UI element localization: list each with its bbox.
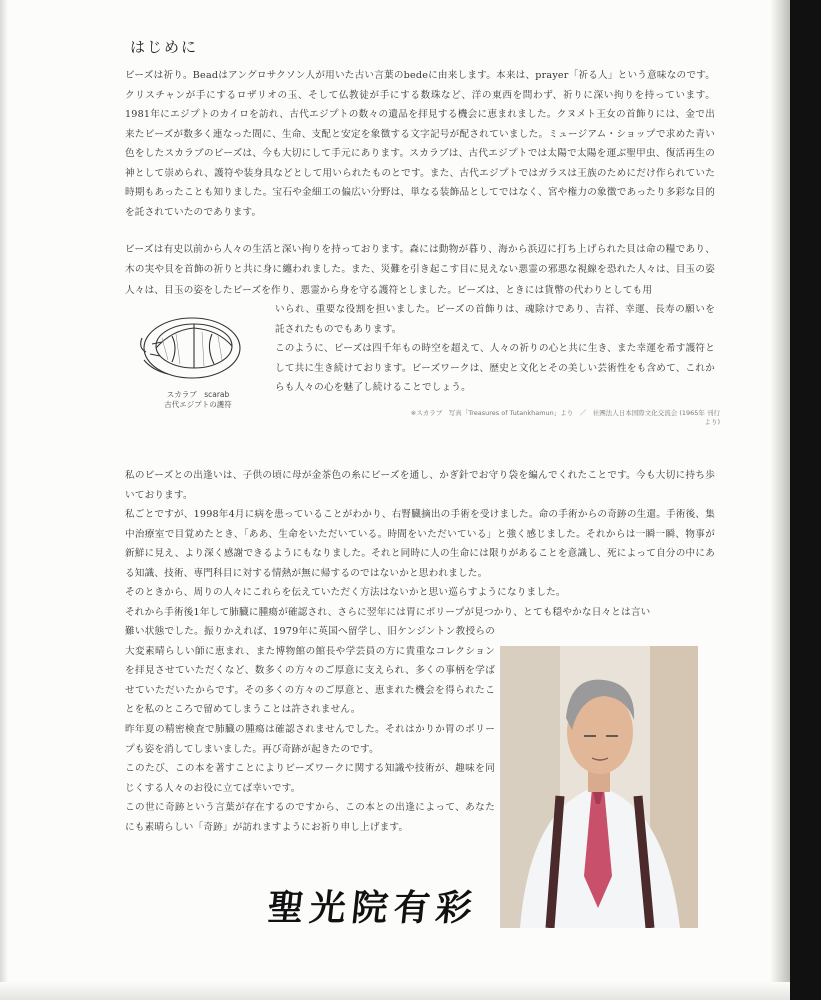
bead-legacy-paragraph: このように、ビーズは四千年もの時空を超えて、人々の祈りの心と共に生き、また幸運を希す護符として共に生き続けております。ビーズワークは、歴史と文化とその美しい芸術性をも含めて、これからも人々の心を魅了し続けることでしょう。 — [275, 343, 715, 393]
history-paragraph-continued: いられ、重要な役割を担いました。ビーズの首飾りは、魂除けであり、吉祥、幸運、長寿の願いを託されたものでもあります。 — [275, 304, 715, 335]
intro-paragraph: ビーズは祈り。Beadはアングロサクソン人が用いた古い言葉のbedeに由来します。本来は、prayer「祈る人」という意味なのです。クリスチャンが手にするロザリオの玉、そして仏教徒が手にする数珠など、洋の東西を問わず、祈りに深い拘りを持っています。1981年にエジプトのカイロを訪れ、古代エジプトの数々の遺品を拝見する機会に恵まれました。クヌメト王女の首飾りには、金で出来たビーズが数多く連なった間に、生命、支配と安定を象徴する文字記号が配されていました。ミュージアム・ショップで求めた青い色をしたスカラブのビーズは、今も大切にして手元にあります。スカラブは、古代エジプトでは太陽で太陽を運ぶ聖甲虫、復活再生の神として崇められ、護符や装身具などとして用いられたものとです。また、古代エジプトではガラスは王族のためにだけ作られていた時期もあったことも知りました。宝石や金細工の偏広い分野は、単なる装飾品としてではなく、宮や権力の象徴であったり多彩な目的を託されていたのであります。 — [125, 70, 715, 218]
surgery-paragraph-line: それから手術後1年して肺臓に腫瘍が確認され、さらに翌年には胃にポリープが見つかり、とても穏やかな日々とは言い — [125, 607, 651, 618]
resolution-paragraph: そのときから、周りの人々にこれらを伝えていただく方法はないかと思い巡らすようになりました。 — [125, 587, 566, 598]
personal-paragraph: 私のビーズとの出逢いは、子供の頃に母が金茶色の糸にビーズを通し、かぎ針でお守り袋を編んでくれたことです。今も大切に持ち歩いております。 — [125, 470, 715, 501]
history-paragraph: ビーズは有史以前から人々の生活と深い拘りを持っております。森には動物が暮り、海から浜辺に打ち上げられた貝は命の糧であり、木の実や貝を首飾の祈りと共に身に纏われました。また、災難を引き起こす目に見えない悪霊の邪悪な視線を恐れた人々は、目玉の姿 — [125, 244, 715, 275]
recovery-paragraph: 昨年夏の精密検査で肺臓の腫瘍は確認されませんでした。それはかりか胃のポリープも姿を消してしまいました。再び奇跡が起きたのです。 — [125, 724, 495, 755]
page-heading: はじめに — [130, 38, 199, 56]
gratitude-paragraph: 難い状態でした。振りかえれば、1979年に英国へ留学し、旧ケンジントン教授らの大変素晴らしい師に恵まれ、また博物館の館長や学芸員の方に貴重なコレクションを拝見させていただくなど、数多くの方々のご厚意に支えられ、多くの事柄を学ばせていただいたからです。その多くの方々のご厚意と、恵まれた機会を得られたことを私のところで留めてしまうことは許されません。 — [125, 626, 495, 715]
photo-credit: ※スカラブ 写真「Treasures of Tutankhamun」より ／ 社團法人日本国際文化交流会 (1965年 刊行より) — [410, 409, 720, 426]
caption-line-1: スカラブ scarab — [166, 390, 230, 399]
closing-paragraph: この世に奇跡という言葉が存在するのですから、この本との出逢によって、あなたにも素晴らしい「奇跡」が訪れますようにお祈り申し上げます。 — [125, 802, 495, 833]
author-photo — [500, 646, 698, 928]
binding-edge — [0, 0, 8, 1000]
scarab-illustration — [132, 308, 244, 388]
illness-paragraph: 私ごとですが、1998年4月に病を患っていることがわかり、右腎臓摘出の手術を受けました。命の手術からの奇跡の生還。手術後、集中治療室で目覚めたとき、「ああ、生命をいただいている。時間をいただいている」と強く感じました。それからは一瞬一瞬、物事が新鮮に見え、より深く感謝できるようにもなりました。それと同時に人の生命には限りがあることを意識し、死によって自分の中にある知識、技術、専門科目に対する情熱が無に帰するのではないかと思われました。 — [125, 509, 715, 579]
caption-line-2: 古代エジプトの護符 — [164, 400, 232, 409]
purpose-paragraph: このたび、この本を著すことによりビーズワークに関する知識や技術が、趣味を同じくする人々のお役に立てば幸いです。 — [125, 763, 495, 794]
bottom-shadow — [0, 982, 790, 1000]
page-edge-shadow — [770, 0, 790, 1000]
history-paragraph-line: 人々は、目玉の姿をしたビーズを作り、悪霊から身を守る護符としました。ビーズは、ときには貨幣の代わりとしても用 — [125, 285, 653, 296]
author-signature: 聖光院有彩 — [265, 887, 480, 929]
scarab-caption — [138, 390, 258, 410]
